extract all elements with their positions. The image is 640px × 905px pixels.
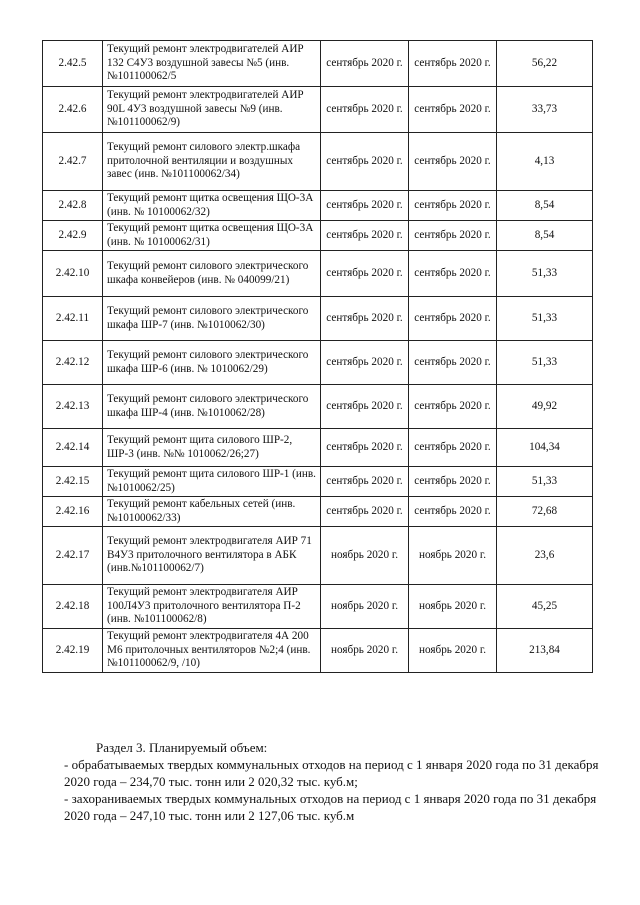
row-start-date: сентябрь 2020 г. [321, 467, 409, 497]
row-start-date: сентябрь 2020 г. [321, 191, 409, 221]
table-body [43, 41, 593, 673]
row-start-date: сентябрь 2020 г. [321, 341, 409, 385]
row-value: 72,68 [497, 497, 593, 527]
row-start-date: сентябрь 2020 г. [321, 87, 409, 133]
row-start-date: сентябрь 2020 г. [321, 133, 409, 191]
row-description: Текущий ремонт силового электрического шкафа ШР-6 (инв. № 1010062/29) [103, 341, 321, 385]
row-description: Текущий ремонт щита силового ШР-1 (инв. №1010062/25) [103, 467, 321, 497]
table-row [43, 585, 593, 629]
row-description: Текущий ремонт электродвигателей АИР 132 С4У3 воздушной завесы №5 (инв. №101100062/5 [103, 41, 321, 87]
row-end-date: сентябрь 2020 г. [409, 297, 497, 341]
row-value: 51,33 [497, 341, 593, 385]
section-3-planned-volume [64, 740, 604, 824]
row-start-date: сентябрь 2020 г. [321, 385, 409, 429]
row-value: 51,33 [497, 467, 593, 497]
row-number: 2.42.10 [43, 251, 103, 297]
row-start-date: сентябрь 2020 г. [321, 251, 409, 297]
row-end-date: сентябрь 2020 г. [409, 467, 497, 497]
row-end-date: ноябрь 2020 г. [409, 527, 497, 585]
row-number: 2.42.17 [43, 527, 103, 585]
row-value: 8,54 [497, 221, 593, 251]
row-number: 2.42.19 [43, 629, 103, 673]
row-end-date: сентябрь 2020 г. [409, 497, 497, 527]
row-start-date: ноябрь 2020 г. [321, 527, 409, 585]
row-start-date: ноябрь 2020 г. [321, 629, 409, 673]
row-value: 104,34 [497, 429, 593, 467]
table-row [43, 527, 593, 585]
table-row [43, 297, 593, 341]
row-end-date: сентябрь 2020 г. [409, 385, 497, 429]
table-row [43, 341, 593, 385]
table-row [43, 497, 593, 527]
row-value: 51,33 [497, 251, 593, 297]
row-description: Текущий ремонт щитка освещения ЩО-3А (инв. № 10100062/32) [103, 191, 321, 221]
row-description: Текущий ремонт кабельных сетей (инв. №10100062/33) [103, 497, 321, 527]
repair-schedule-table [42, 40, 593, 673]
row-end-date: сентябрь 2020 г. [409, 87, 497, 133]
row-number: 2.42.11 [43, 297, 103, 341]
row-value: 51,33 [497, 297, 593, 341]
row-end-date: сентябрь 2020 г. [409, 41, 497, 87]
row-description: Текущий ремонт силового электрического шкафа конвейеров (инв. № 040099/21) [103, 251, 321, 297]
row-start-date: сентябрь 2020 г. [321, 41, 409, 87]
table-row [43, 133, 593, 191]
row-description: Текущий ремонт щита силового ШР-2, ШР-3 (инв. №№ 1010062/26;27) [103, 429, 321, 467]
row-number: 2.42.13 [43, 385, 103, 429]
row-end-date: сентябрь 2020 г. [409, 429, 497, 467]
row-end-date: сентябрь 2020 г. [409, 221, 497, 251]
row-start-date: сентябрь 2020 г. [321, 221, 409, 251]
row-start-date: сентябрь 2020 г. [321, 497, 409, 527]
row-description: Текущий ремонт силового электрического шкафа ШР-7 (инв. №1010062/30) [103, 297, 321, 341]
row-value: 213,84 [497, 629, 593, 673]
section-line-processed-waste: - обрабатываемых твердых коммунальных отходов на период с 1 января 2020 года по 31 декабря 2020 года – 234,70 тыс. тонн или 2 020,32 тыс. куб.м; [64, 756, 599, 789]
row-description: Текущий ремонт электродвигателя АИР 100Л4У3 притолочного вентилятора П-2 (инв. №101100062/8) [103, 585, 321, 629]
row-end-date: сентябрь 2020 г. [409, 251, 497, 297]
row-number: 2.42.15 [43, 467, 103, 497]
table-row [43, 87, 593, 133]
row-description: Текущий ремонт щитка освещения ЩО-3А (инв. № 10100062/31) [103, 221, 321, 251]
row-number: 2.42.14 [43, 429, 103, 467]
row-start-date: сентябрь 2020 г. [321, 297, 409, 341]
row-end-date: ноябрь 2020 г. [409, 585, 497, 629]
row-number: 2.42.16 [43, 497, 103, 527]
row-number: 2.42.18 [43, 585, 103, 629]
row-number: 2.42.8 [43, 191, 103, 221]
table-row [43, 385, 593, 429]
table-row [43, 191, 593, 221]
row-end-date: сентябрь 2020 г. [409, 133, 497, 191]
row-end-date: сентябрь 2020 г. [409, 191, 497, 221]
table-row [43, 251, 593, 297]
row-start-date: ноябрь 2020 г. [321, 585, 409, 629]
section-heading: Раздел 3. Планируемый объем: [96, 740, 268, 755]
table-row [43, 221, 593, 251]
row-value: 33,73 [497, 87, 593, 133]
row-end-date: сентябрь 2020 г. [409, 341, 497, 385]
row-end-date: ноябрь 2020 г. [409, 629, 497, 673]
row-number: 2.42.12 [43, 341, 103, 385]
row-value: 45,25 [497, 585, 593, 629]
row-value: 23,6 [497, 527, 593, 585]
row-number: 2.42.5 [43, 41, 103, 87]
row-value: 4,13 [497, 133, 593, 191]
row-description: Текущий ремонт электродвигателя АИР 71 В4У3 притолочного вентилятора в АБК (инв.№101100062/7) [103, 527, 321, 585]
row-description: Текущий ремонт силового электрического шкафа ШР-4 (инв. №1010062/28) [103, 385, 321, 429]
row-number: 2.42.7 [43, 133, 103, 191]
row-description: Текущий ремонт силового электр.шкафа притолочной вентиляции и воздушных завес (инв. №101100062/34) [103, 133, 321, 191]
row-value: 49,92 [497, 385, 593, 429]
row-number: 2.42.9 [43, 221, 103, 251]
row-number: 2.42.6 [43, 87, 103, 133]
table-row [43, 467, 593, 497]
row-value: 8,54 [497, 191, 593, 221]
row-description: Текущий ремонт электродвигателя 4А 200 М6 притолочных вентиляторов №2;4 (инв. №101100062/9, /10) [103, 629, 321, 673]
table-row [43, 41, 593, 87]
row-start-date: сентябрь 2020 г. [321, 429, 409, 467]
section-line-buried-waste: - захораниваемых твердых коммунальных отходов на период с 1 января 2020 года по 31 декабря 2020 года – 247,10 тыс. тонн или 2 127,06 тыс. куб.м [64, 790, 597, 823]
table-row [43, 629, 593, 673]
table-row [43, 429, 593, 467]
row-value: 56,22 [497, 41, 593, 87]
row-description: Текущий ремонт электродвигателей АИР 90L 4У3 воздушной завесы №9 (инв. №101100062/9) [103, 87, 321, 133]
